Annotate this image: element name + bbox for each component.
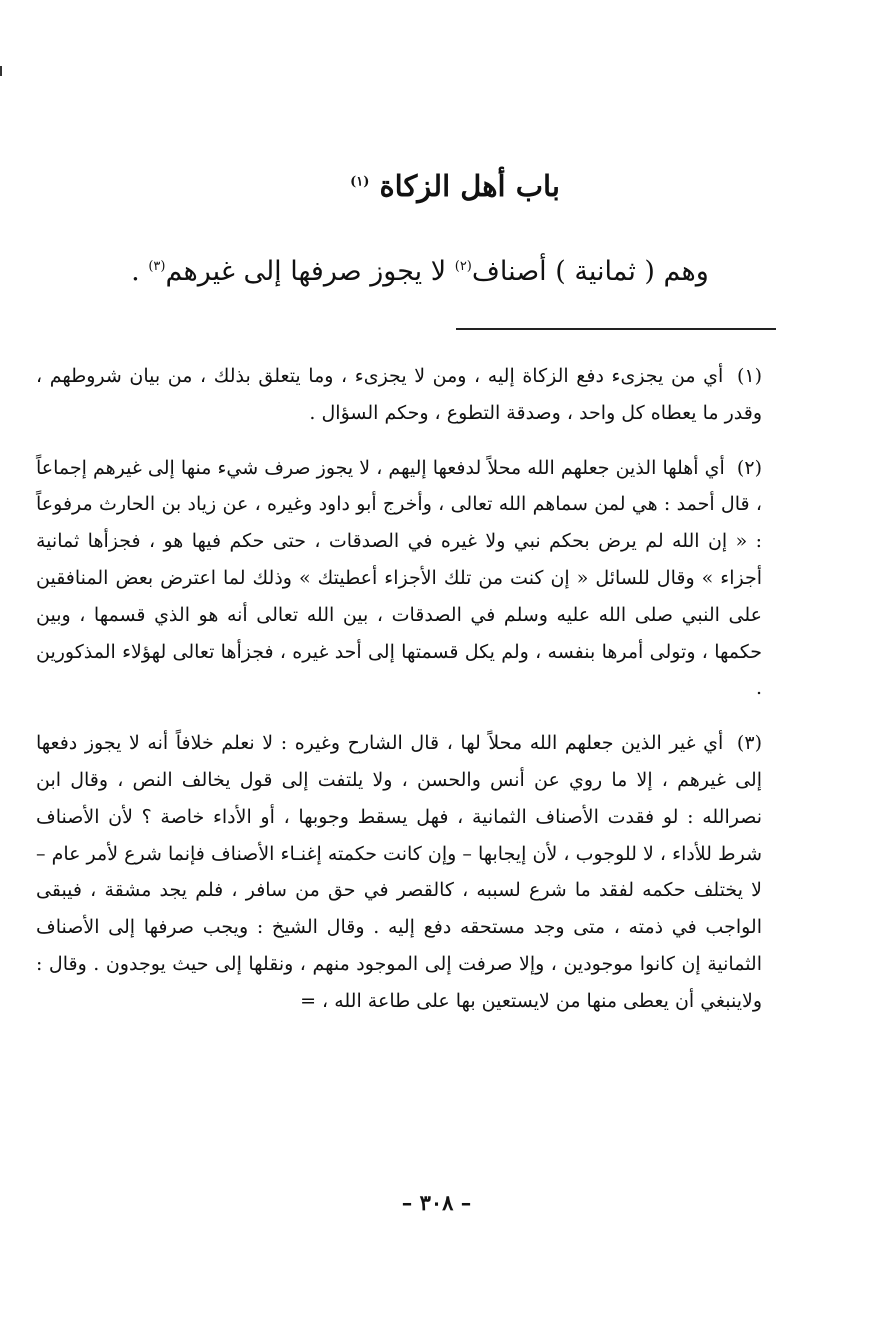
footnote-text: أي غير الذين جعلهم الله محلاً لها ، قال الشارح وغيره : لا نعلم خلافاً أنه لا يجوز دفعها إلى غيرهم ، إلا ما روي عن أنس والحسن ، ولا يلتفت إلى قول يخالف النص ، وقال ابن نصرالله : لو فقدت الأصناف الثمانية ، فهل يسقط وجوبها ، أو الأداء خاصة ؟ لأن الأصناف شرط للأداء ، لا للوجوب ، لأن إيجابها – وإن كانت حكمته إغنـاء الأصناف فإنما شرع لأمر عام – لا يختلف حكمه لفقد ما شرع لسببه ، كالقصر في حق من سافر ، فلم يجد مشقة ، فيبقى الواجب في ذمته ، متى وجد مستحقه دفع إليه . وقال الشيخ : ويجب صرفها إلى الأصناف الثمانية إن كانوا موجودين ، وإلا صرفت إلى الموجود منهم ، ونقلها إلى حيث يوجدون . وقال : ولاينبغي أن يعطى منها من لايستعين بها على طاعة الله ، =: [36, 732, 762, 1012]
scan-edge-mark: [0, 66, 2, 76]
footnote-3: [36, 725, 762, 1019]
footnote-text: أي من يجزىء دفع الزكاة إليه ، ومن لا يجزىء ، وما يتعلق بذلك ، من بيان شروطهم ، وقدر ما يعطاه كل واحد ، وصدقة التطوع ، وحكم السؤال .: [36, 365, 762, 424]
main-text-end: .: [131, 256, 149, 287]
footnotes: [36, 358, 762, 1038]
main-text-part-1: وهم ( ثمانية ) أصناف: [471, 256, 709, 287]
footnote-separator: [456, 328, 776, 330]
page-number: – ٣٠٨ –: [401, 1190, 472, 1215]
main-text-footnote-ref-2: (٢): [454, 259, 472, 274]
main-text-line: [60, 250, 780, 294]
chapter-title: [150, 166, 760, 206]
main-text-part-2: لا يجوز صرفها إلى غيرهم: [165, 256, 455, 287]
footnote-text: أي أهلها الذين جعلهم الله محلاً لدفعها إليهم ، لا يجوز صرف شيء منها إلى غيرهم إجماعاً ، قال أحمد : هي لمن سماهم الله تعالى ، وأخرج أبو داود وغيره ، عن زياد بن الحارث مرفوعاً : « إن الله لم يرض بحكم نبي ولا غيره في الصدقات ، حتى حكم فيها هو ، فجزأها ثمانية أجزاء » وقال للسائل « إن كنت من تلك الأجزاء أعطيتك » وذلك لما اعترض بعض المنافقين على النبي صلى الله عليه وسلم في الصدقات ، بين الله تعالى أنه هو الذي قسمها ، وبين حكمها ، وتولى أمرها بنفسه ، ولم يكل قسمتها إلى أحد غيره ، فجزأها تعالى لهؤلاء المذكورين .: [36, 456, 762, 700]
chapter-title-text: باب أهل الزكاة: [379, 169, 560, 203]
footnote-number: (٢): [736, 456, 762, 479]
footnote-number: (١): [736, 365, 762, 387]
main-text-footnote-ref-3: (٣): [148, 259, 166, 274]
footnote-2: [36, 450, 762, 708]
footnote-1: [36, 358, 762, 432]
footnote-number: (٣): [736, 732, 762, 755]
chapter-title-footnote-ref: (١): [350, 174, 370, 190]
